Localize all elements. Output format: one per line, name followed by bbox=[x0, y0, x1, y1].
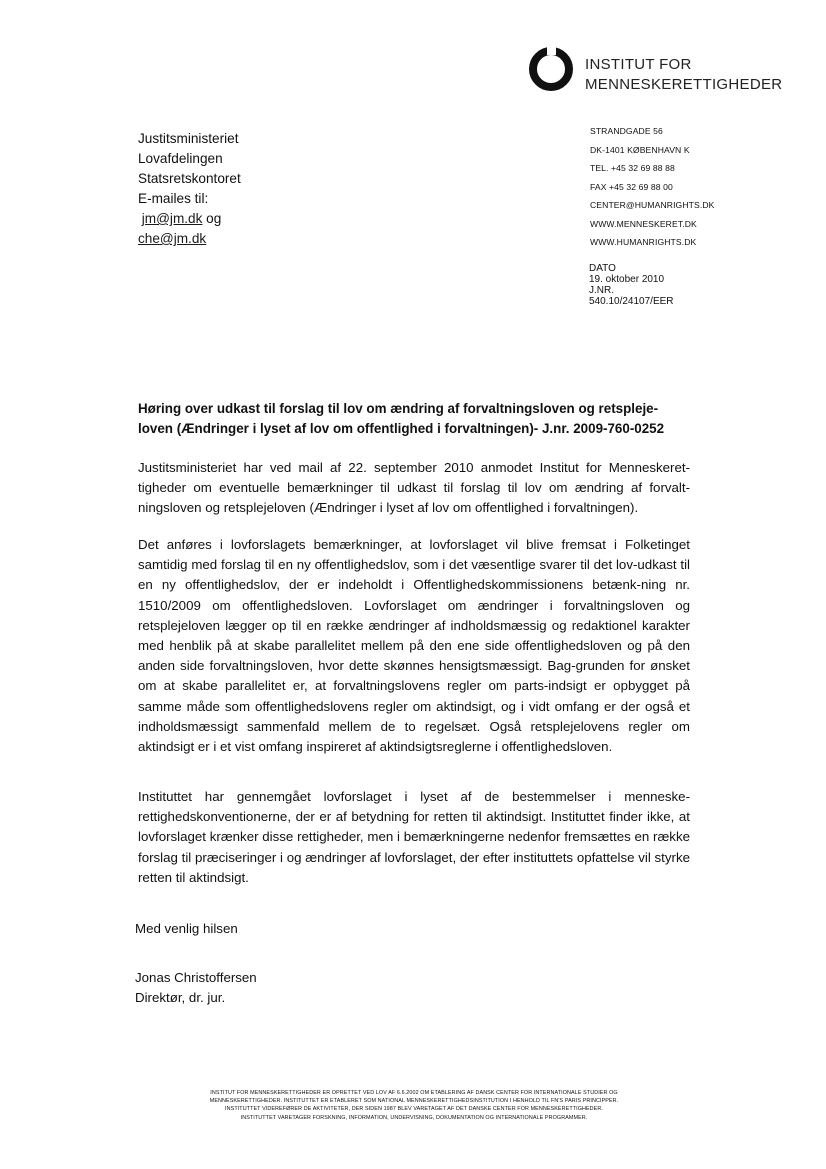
footer-line-2: MENNESKERETTIGHEDER. INSTITUTTET ER ETABLERET SOM NATIONAL MENNESKERETTIGHEDSINSTITUTION I HENHOLD TIL FN'S PARIS PRINCIPPER. bbox=[209, 1098, 619, 1105]
recipient-line-2: Lovafdelingen bbox=[138, 151, 223, 166]
recipient-email-line-1 bbox=[138, 209, 241, 229]
footer-line-4: INSTITUTTET VARETAGER FORSKNING, INFORMATION, UNDERVISNING, DOKUMENTATION OG INTERNATIONALE PROGRAMMER. bbox=[240, 1114, 588, 1121]
recipient-og: og bbox=[202, 211, 222, 226]
signatory-title: Direktør, dr. jur. bbox=[135, 990, 226, 1005]
contact-street: STRANDGADE 56 bbox=[590, 126, 663, 136]
date-reference bbox=[589, 263, 674, 307]
recipient-line-4: E-mailes til: bbox=[138, 191, 209, 206]
contact-city: DK-1401 KØBENHAVN K bbox=[590, 144, 690, 155]
closing-greeting: Med venlig hilsen bbox=[135, 921, 238, 936]
recipient-line-3: Statsretskontoret bbox=[138, 171, 241, 186]
jnr-value: 540.10/24107/EER bbox=[589, 296, 674, 307]
email-link-jm[interactable]: jm@jm.dk bbox=[141, 211, 203, 226]
recipient-address bbox=[138, 129, 241, 249]
logo-line-2: MENNESKERETTIGHEDER bbox=[585, 76, 783, 93]
institute-logo bbox=[527, 45, 782, 95]
subject-line-1: Høring over udkast til forslag til lov om ændring af forvaltningsloven og retspleje- bbox=[138, 401, 659, 416]
contact-fax: FAX +45 32 69 88 00 bbox=[590, 181, 673, 192]
letter-subject bbox=[138, 399, 688, 439]
logo-line-1: INSTITUT FOR bbox=[585, 56, 692, 73]
subject-line-2: loven (Ændringer i lyset af lov om offentlighed i forvaltningen)- J.nr. 2009-760-0252 bbox=[138, 421, 665, 436]
contact-info bbox=[590, 122, 714, 252]
logo-wordmark bbox=[585, 45, 782, 95]
email-link-che[interactable]: che@jm.dk bbox=[138, 231, 207, 246]
signatory-name: Jonas Christoffersen bbox=[135, 970, 257, 985]
contact-email: CENTER@HUMANRIGHTS.DK bbox=[590, 200, 715, 210]
body-paragraph-2: Det anføres i lovforslagets bemærkninger, at lovforslaget vil blive fremsat i Folketinget samtidig med forslag til en ny offentlighedslov, som i det væsentlige svarer til det lov-udkast til en ny offentlighedslov, der er indeholdt i Offentlighedskommissionens betænk-ning nr. 1510/2009 om offentlighedsloven. Lovforslaget om ændringer i forvaltningsloven og retsplejeloven lægger op til en række ændringer af indholdsmæssig og redaktionel karakter med henblik på at skabe parallelitet mellem på den ene side offentlighedsloven og på den anden side forvaltningsloven, hvor dette skønnes hensigtsmæssigt. Bag-grunden for ønsket om at skabe parallelitet er, at forvaltningslovens regler om parts-indsigt er opbygget på samme måde som offentlighedslovens regler om aktindsigt, og i vidt omfang er der også et indholdsmæssigt sammenfald mellem de to regelsæt. Også retsplejelovens regler om aktindsigt er i et vist omfang inspireret af aktindsigtsreglerne i offentlighedsloven. bbox=[138, 537, 690, 755]
footer-line-3: INSTITUTTET VIDEREFØRER DE AKTIVITETER, DER SIDEN 1987 BLEV VARETAGET AF DET DANSKE CENTER FOR MENNESKERETTIGHEDER. bbox=[225, 1106, 603, 1113]
dato-label: DATO bbox=[589, 263, 616, 274]
contact-tel: TEL. +45 32 69 88 88 bbox=[590, 163, 675, 173]
body-paragraph-1: Justitsministeriet har ved mail af 22. september 2010 anmodet Institut for Menneskeret-tigheder om eventuelle bemærkninger til udkast til forslag til lov om ændring af forvalt-ningsloven og retsplejeloven (Ændringer i lyset af lov om offentlighed i forvaltningen). bbox=[138, 460, 690, 516]
body-paragraph-3: Instituttet har gennemgået lovforslaget i lyset af de bestemmelser i menneske-rettighedskonventionerne, der er af betydning for retten til aktindsigt. Instituttet finder ikke, at lovforslaget krænker disse rettigheder, men i bemærkningerne nedenfor fremsættes en række forslag til præciseringer i og ændringer af lovforslaget, der efter instituttets opfattelse vil styrke retten til aktindsigt. bbox=[138, 789, 690, 885]
jnr-label: J.NR. bbox=[589, 285, 614, 296]
dato-value: 19. oktober 2010 bbox=[589, 274, 665, 285]
recipient-email-line-2 bbox=[138, 229, 241, 249]
logo-ring-icon bbox=[527, 45, 575, 93]
contact-web-2: WWW.HUMANRIGHTS.DK bbox=[590, 237, 697, 247]
footer-line-1: INSTITUT FOR MENNESKERETTIGHEDER ER OPRETTET VED LOV AF 6.6.2002 OM ETABLERING AF DANSK CENTER FOR INTERNATIONALE STUDIER OG bbox=[210, 1090, 618, 1096]
recipient-line-1: Justitsministeriet bbox=[138, 131, 239, 146]
contact-web-1: WWW.MENNESKERET.DK bbox=[590, 218, 697, 229]
legal-footer bbox=[140, 1089, 688, 1122]
